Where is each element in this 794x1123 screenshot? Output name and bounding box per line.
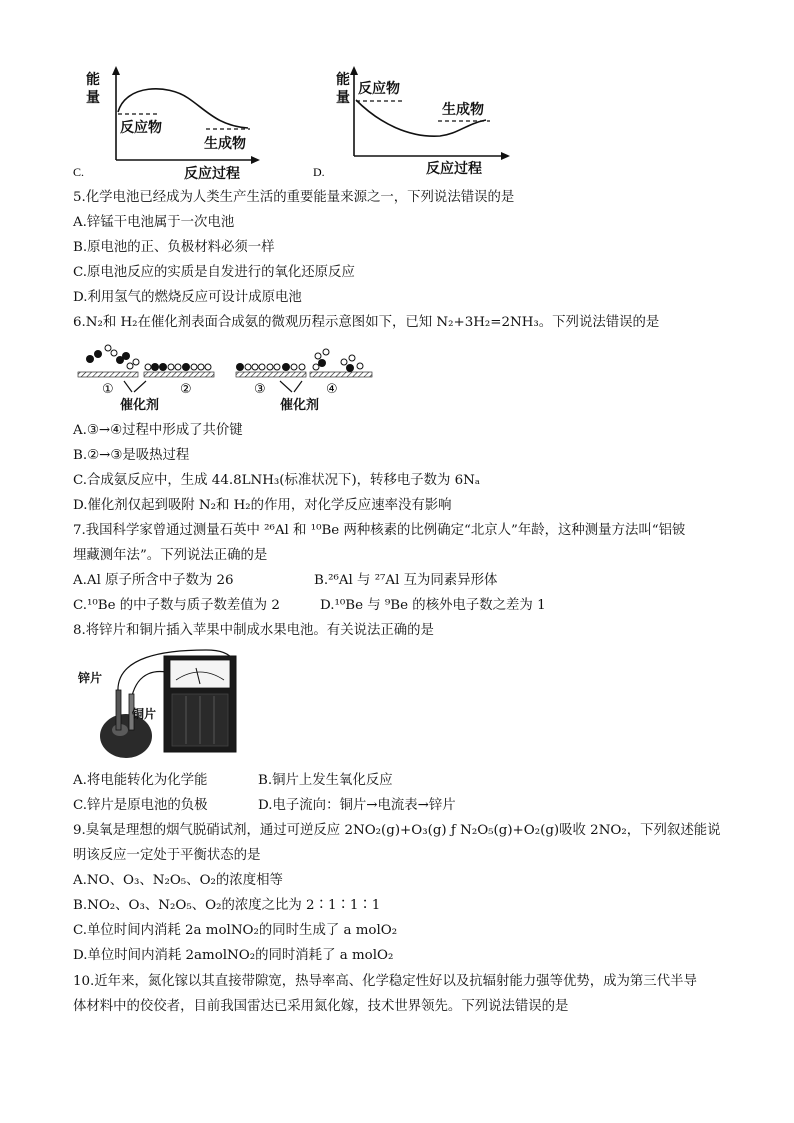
y-axis-label-2: 量 — [86, 90, 100, 106]
option-letter-d: D. — [313, 165, 325, 179]
q8-option-d: D.电子流向：铜片→电流表→锌片 — [258, 798, 456, 813]
step-3-label: ③ — [254, 382, 266, 397]
y-axis-label-1: 能 — [336, 72, 350, 88]
catalyst-surface-2 — [144, 372, 214, 377]
q8-option-c: C.锌片是原电池的负极 — [73, 798, 208, 813]
n2-h2-molecules — [86, 345, 139, 369]
x-axis-label: 反应过程 — [426, 161, 482, 177]
q9-stem-line1: 9.臭氧是理想的烟气脱硝试剂，通过可逆反应 2NO₂(g)+O₃(g) ƒ N₂O₅(g)+O₂(g)吸收 2NO₂，下列叙述能说 — [73, 823, 721, 838]
q6-option-a: A.③→④过程中形成了共价键 — [73, 423, 243, 438]
catalyst-surface-3 — [236, 372, 306, 377]
ammonia-synthesis-diagram — [76, 342, 376, 414]
x-axis-label: 反应过程 — [184, 166, 240, 182]
dissociated-atoms — [236, 363, 305, 371]
q7-option-c: C.¹⁰Be 的中子数与质子数差值为 2 — [73, 598, 280, 613]
q6-stem: 6.N₂和 H₂在催化剂表面合成氨的微观历程示意图如下，已知 N₂+3H₂=2NH₃。下列说法错误的是 — [73, 315, 660, 330]
q9-option-c: C.单位时间内消耗 2a molNO₂的同时生成了 a molO₂ — [73, 923, 398, 938]
energy-graph-d — [310, 62, 520, 182]
q9-stem-line2: 明该反应一定处于平衡状态的是 — [73, 848, 261, 863]
x-axis-arrow — [501, 152, 510, 160]
x-axis-arrow — [251, 156, 260, 164]
ammonia-molecules — [313, 349, 363, 372]
zinc-label: 锌片 — [78, 671, 103, 685]
q5-option-d: D.利用氢气的燃烧反应可设计成原电池 — [73, 290, 302, 305]
catalyst-arrow-1b — [134, 381, 146, 392]
step-4-label: ④ — [326, 382, 338, 397]
catalyst-label-2: 催化剂 — [280, 398, 320, 413]
y-axis-label-1: 能 — [86, 72, 100, 88]
q5-option-b: B.原电池的正、负极材料必须一样 — [73, 240, 275, 255]
catalyst-arrow-2b — [280, 381, 292, 392]
q6-option-c: C.合成氨反应中，生成 44.8LNH₃(标准状况下)，转移电子数为 6Nₐ — [73, 473, 481, 488]
q6-option-b: B.②→③是吸热过程 — [73, 448, 190, 463]
q8-stem: 8.将锌片和铜片插入苹果中制成水果电池。有关说法正确的是 — [73, 623, 434, 638]
step-1-label: ① — [102, 382, 114, 397]
q9-option-a: A.NO、O₃、N₂O₅、O₂的浓度相等 — [73, 873, 283, 888]
q9-option-b: B.NO₂、O₃、N₂O₅、O₂的浓度之比为 2∶1∶1∶1 — [73, 898, 381, 913]
catalyst-label-1: 催化剂 — [120, 398, 160, 413]
q9-option-d: D.单位时间内消耗 2amolNO₂的同时消耗了 a molO₂ — [73, 948, 394, 963]
catalyst-surface-1 — [78, 372, 138, 377]
q5-option-a: A.锌锰干电池属于一次电池 — [73, 215, 235, 230]
y-axis-arrow — [112, 66, 120, 75]
step-2-label: ② — [180, 382, 192, 397]
catalyst-surface-4 — [310, 372, 372, 377]
q5-stem: 5.化学电池已经成为人类生产生活的重要能量来源之一，下列说法错误的是 — [73, 190, 515, 205]
reactant-label: 反应物 — [120, 120, 162, 136]
reactant-label: 反应物 — [358, 81, 400, 97]
q10-stem-line2: 体材料中的佼佼者，目前我国雷达已采用氮化嫁，技术世界领先。下列说法错误的是 — [73, 999, 569, 1014]
adsorbed-molecules — [145, 363, 211, 371]
q7-stem-line1: 7.我国科学家曾通过测量石英中 ²⁶Al 和 ¹⁰Be 两种核素的比例确定“北京人”年龄，这种测量方法叫“铝铍 — [73, 523, 686, 538]
energy-graph-c — [68, 62, 268, 182]
q7-option-a: A.Al 原子所含中子数为 26 — [73, 573, 234, 588]
q8-option-a: A.将电能转化为化学能 — [73, 773, 208, 788]
option-letter-c: C. — [73, 165, 85, 179]
y-axis-label-2: 量 — [336, 90, 350, 106]
product-label: 生成物 — [442, 102, 484, 118]
q7-stem-line2: 埋藏测年法”。下列说法正确的是 — [73, 548, 268, 563]
fruit-battery-figure — [76, 646, 246, 764]
copper-label: 铜片 — [132, 707, 157, 721]
catalyst-arrow-1a — [124, 381, 132, 392]
y-axis-arrow — [350, 66, 358, 75]
q8-option-b: B.铜片上发生氧化反应 — [258, 773, 393, 788]
product-label: 生成物 — [204, 136, 246, 152]
q7-option-b: B.²⁶Al 与 ²⁷Al 互为同素异形体 — [314, 573, 498, 588]
q10-stem-line1: 10.近年来，氮化镓以其直接带隙宽，热导率高、化学稳定性好以及抗辐射能力强等优势，成为第三代半导 — [73, 974, 697, 989]
q5-option-c: C.原电池反应的实质是自发进行的氧化还原反应 — [73, 265, 355, 280]
q6-option-d: D.催化剂仅起到吸附 N₂和 H₂的作用，对化学反应速率没有影响 — [73, 498, 452, 513]
catalyst-arrow-2a — [294, 381, 302, 392]
zinc-electrode — [116, 690, 121, 730]
q7-option-d: D.¹⁰Be 与 ⁹Be 的核外电子数之差为 1 — [320, 598, 546, 613]
